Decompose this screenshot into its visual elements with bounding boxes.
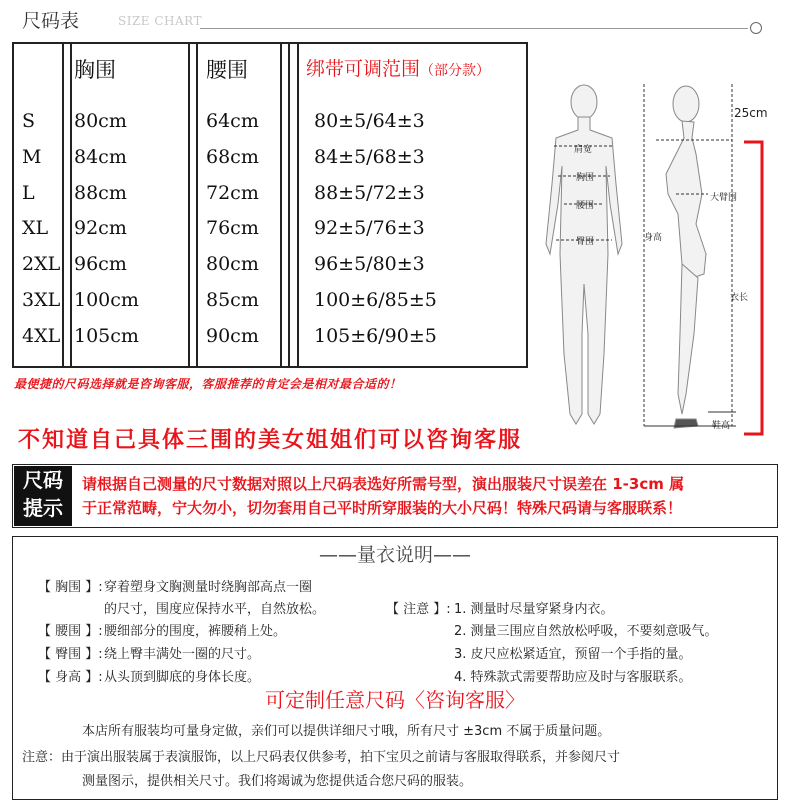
footer-line2: 注意：由于演出服装属于表演服饰，以上尺码表仅供参考，拍下宝贝之前请与客服取得联系，并参阅尺寸 bbox=[22, 750, 621, 765]
row-4xl-size: 4XL bbox=[22, 324, 61, 347]
note-2: 2. 测量三围应自然放松呼吸，不要刻意吸气。 bbox=[454, 624, 718, 639]
row-m-size: M bbox=[22, 145, 42, 168]
chest-text2: 的尺寸，围度应保持水平，自然放松。 bbox=[104, 602, 326, 617]
row-s-chest: 80cm bbox=[74, 110, 127, 132]
chest-label: 【 胸围 】: bbox=[38, 580, 103, 595]
tip-label-line1: 尺码 bbox=[23, 468, 63, 492]
row-m-waist: 68cm bbox=[206, 145, 259, 168]
row-3xl-adjust: 100±6/85±5 bbox=[314, 289, 437, 311]
header-adjust bbox=[306, 54, 490, 81]
row-2xl-adjust: 96±5/80±3 bbox=[314, 253, 425, 276]
waist-text: 腰细部分的围度，裤腰稍上处。 bbox=[104, 624, 287, 639]
hip-label: 【 臀围 】: bbox=[38, 647, 103, 662]
row-l-size: L bbox=[22, 181, 35, 204]
label-head: 25cm bbox=[734, 106, 768, 120]
notice-small: 最便捷的尺码选择就是咨询客服，客服推荐的肯定会是相对最合适的！ bbox=[14, 377, 402, 391]
hip-text: 绕上臀丰满处一圈的尺寸。 bbox=[104, 647, 261, 662]
note-3: 3. 皮尺应松紧适宜，预留一个手指的量。 bbox=[454, 647, 692, 662]
header-circle-icon bbox=[750, 22, 762, 34]
row-xl-size: XL bbox=[22, 217, 49, 240]
note-label: 【 注意 】: bbox=[386, 602, 451, 617]
row-l-adjust: 88±5/72±3 bbox=[314, 181, 425, 204]
row-xl-chest: 92cm bbox=[74, 217, 127, 240]
row-3xl-waist: 85cm bbox=[206, 289, 259, 311]
row-l-waist: 72cm bbox=[206, 181, 259, 204]
row-xl-waist: 76cm bbox=[206, 217, 259, 240]
header-chest: 胸围 bbox=[74, 58, 116, 82]
measurement-title: ——量衣说明—— bbox=[318, 544, 471, 566]
row-l-chest: 88cm bbox=[74, 181, 127, 204]
chest-text1: 穿着塑身文胸测量时绕胸部高点一圈 bbox=[104, 580, 313, 595]
row-4xl-waist: 90cm bbox=[206, 324, 259, 347]
tip-label bbox=[14, 466, 72, 526]
height-label: 【 身高 】: bbox=[38, 670, 103, 685]
page-subtitle: SIZE CHART bbox=[118, 14, 203, 28]
header-waist: 腰围 bbox=[206, 58, 248, 82]
tip-line1: 请根据自己测量的尺寸数据对照以上尺码表选好所需号型，演出服装尺寸误差在 1-3cm 属 bbox=[82, 475, 685, 493]
tip-label-line2: 提示 bbox=[23, 496, 63, 520]
label-shoulder: 肩宽 bbox=[574, 145, 593, 155]
row-s-waist: 64cm bbox=[206, 110, 259, 132]
row-2xl-size: 2XL bbox=[22, 253, 61, 276]
label-chest: 胸围 bbox=[576, 173, 595, 183]
label-length: 衣长 bbox=[730, 293, 749, 303]
row-m-chest: 84cm bbox=[74, 145, 127, 168]
footer-line1: 本店所有服装均可量身定做，亲们可以提供详细尺寸哦，所有尺寸 ±3cm 不属于质量问题。 bbox=[82, 724, 611, 739]
label-arm: 大臂围 bbox=[710, 193, 738, 203]
footer-line3: 测量图示，提供相关尺寸。我们将竭诚为您提供适合您尺码的服装。 bbox=[82, 774, 473, 789]
header-adjust-label: 绑带可调范围 bbox=[306, 58, 421, 80]
page-title: 尺码表 bbox=[22, 10, 80, 32]
tip-text bbox=[82, 472, 772, 520]
row-2xl-waist: 80cm bbox=[206, 253, 259, 276]
row-s-adjust: 80±5/64±3 bbox=[314, 110, 425, 132]
label-hip: 臀围 bbox=[576, 237, 595, 247]
tip-line2: 于正常范畴，宁大勿小，切勿套用自己平时所穿服装的大小尺码！特殊尺码请与客服联系！ bbox=[82, 499, 683, 517]
row-3xl-size: 3XL bbox=[22, 289, 61, 311]
row-xl-adjust: 92±5/76±3 bbox=[314, 217, 425, 240]
label-height: 身高 bbox=[644, 233, 663, 243]
note-1: 1. 测量时尽量穿紧身内衣。 bbox=[454, 602, 614, 617]
size-table bbox=[12, 42, 528, 368]
notice-big: 不知道自己具体三围的美女姐姐们可以咨询客服 bbox=[18, 427, 523, 453]
body-measurement-figure bbox=[536, 54, 790, 454]
row-4xl-chest: 105cm bbox=[74, 324, 139, 347]
row-4xl-adjust: 105±6/90±5 bbox=[314, 324, 437, 347]
height-text: 从头顶到脚底的身体长度。 bbox=[104, 670, 261, 685]
custom-size-notice: 可定制任意尺码〈咨询客服〉 bbox=[265, 688, 525, 712]
row-3xl-chest: 100cm bbox=[74, 289, 139, 311]
row-2xl-chest: 96cm bbox=[74, 253, 127, 276]
header-adjust-note: （部分款） bbox=[420, 63, 491, 79]
label-waist: 腰围 bbox=[576, 201, 595, 211]
header-divider bbox=[200, 28, 748, 29]
waist-label: 【 腰围 】: bbox=[38, 624, 103, 639]
row-m-adjust: 84±5/68±3 bbox=[314, 145, 425, 168]
row-s-size: S bbox=[22, 110, 36, 132]
note-4: 4. 特殊款式需要帮助应及时与客服联系。 bbox=[454, 670, 692, 685]
label-heel: 鞋高 bbox=[712, 421, 731, 431]
